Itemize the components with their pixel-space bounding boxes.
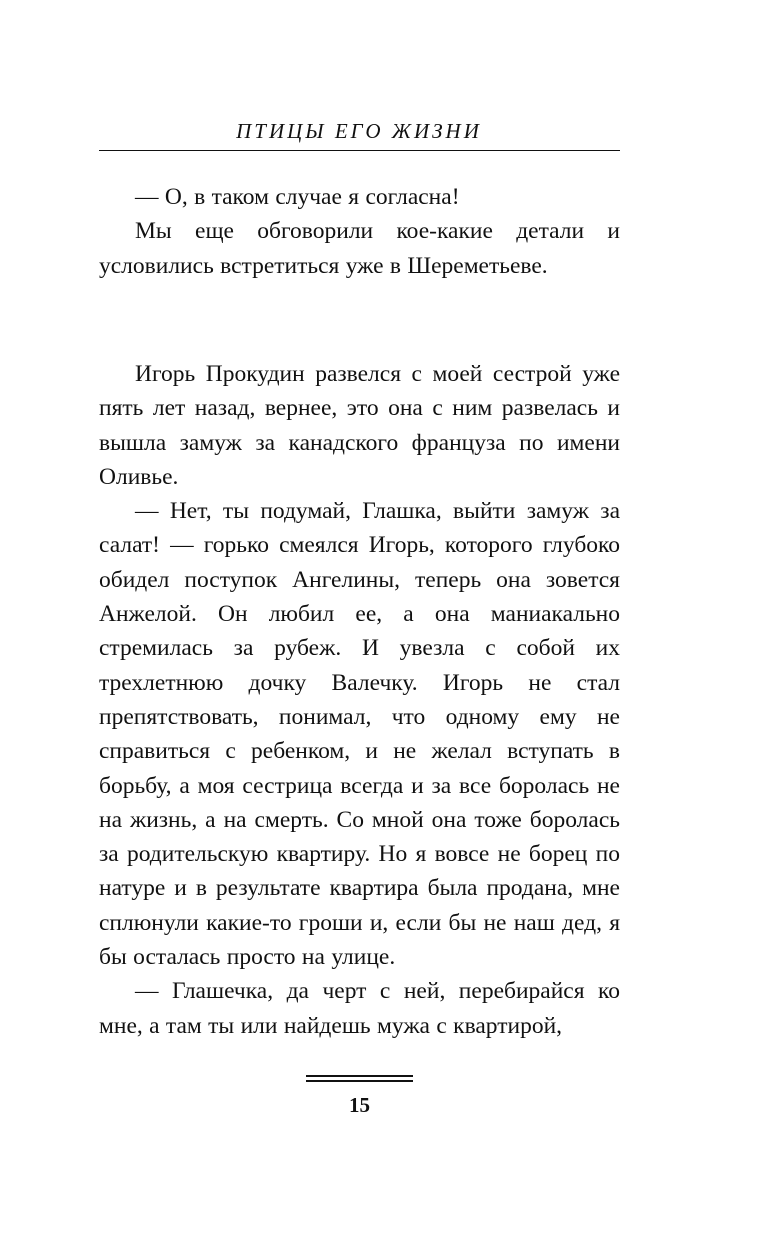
running-header-title: ПТИЦЫ ЕГО ЖИЗНИ [236,119,482,143]
paragraph: — О, в таком случае я согласна! [135,184,460,210]
paragraph: — Нет, ты подумай, Глашка, выйти замуж за салат! — горько смеялся Игорь, которого глубоко обидел поступок Ангелины, теперь она зовется Анжелой. Он любил ее, а она маниакально стремилась за рубеж. И увезла с собой их трехлетнюю дочку Валечку. Игорь не стал препятствовать, понимал, что одному ему не справиться с ребенком, и не желал вступать в борьбу, а моя сестрица всегда и за все боролась не на жизнь, а на смерть. Со мной она тоже боролась за родительскую квартиру. Но я вовсе не борец по натуре и в результате квартира была продана, мне сплюнули какие-то гроши и, если бы не наш дед, я бы осталась просто на улице. [99,498,620,971]
header-rule [99,150,620,151]
text-block-story [99,357,620,1043]
page-number: 15 [349,1093,370,1117]
paragraph: Мы еще обговорили кое-какие детали и условились встретиться уже в Шереметьеве. [99,218,620,279]
footer-rule-bottom [306,1080,413,1082]
paragraph: — Глашечка, да черт с ней, перебирайся ко мне, а там ты или найдешь мужа с квартирой, [99,978,620,1039]
text-block-dialogue [99,180,620,283]
paragraph: Игорь Прокудин развелся с моей сестрой уже пять лет назад, вернее, это она с ним развелась и вышла замуж за канадского француза по имени Оливье. [99,361,620,490]
footer-rule-top [306,1075,413,1077]
